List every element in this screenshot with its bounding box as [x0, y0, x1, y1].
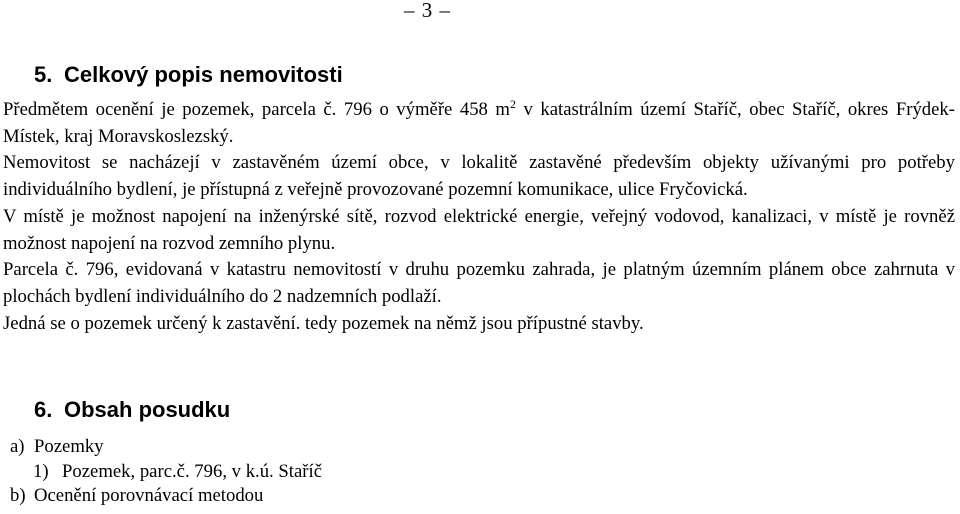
section-heading-5	[34, 62, 343, 88]
list-marker: 1)	[33, 460, 49, 482]
paragraph-text: Předmětem ocenění je pozemek, parcela č. 796 o výměře 458 m	[3, 99, 510, 120]
paragraph-utilities: V místě je možnost napojení na inženýrské sítě, rozvod elektrické energie, veřejný vodovod, kanalizaci, v místě je rovněž možnost napojení na rozvod zemního plynu.	[3, 205, 955, 254]
list-marker: b)	[10, 485, 26, 506]
description-body	[3, 97, 955, 337]
list-item-label: Pozemek, parc.č. 796, v k.ú. Staříč	[62, 460, 322, 482]
paragraph-zoning: Parcela č. 796, evidovaná v katastru nemovitostí v druhu pozemku zahrada, je platným územním plánem obce zahrnuta v plochách bydlení individuálního do 2 nadzemních podlaží.	[3, 259, 955, 307]
paragraph-text: v katastrálním území Staříč, obec Staříč, okres Frýdek-Místek, kraj Moravskoslezský.	[3, 99, 955, 147]
paragraph-location: Nemovitost se nacházejí v zastavěném území obce, v lokalitě zastavěné především objekty užívanými pro potřeby individuálního bydlení, je přístupná z veřejně provozované pozemní komunikace, ulice Fryčovická.	[3, 152, 955, 201]
paragraph-buildable: Jedná se o pozemek určený k zastavění. tedy pozemek na němž jsou přípustné stavby.	[3, 312, 644, 334]
section-title: Obsah posudku	[64, 397, 231, 422]
page-number: – 3 –	[404, 0, 451, 22]
list-item-label: Ocenění porovnávací metodou	[34, 485, 264, 506]
section-number: 6.	[34, 397, 53, 422]
section-title: Celkový popis nemovitosti	[64, 62, 343, 87]
section-number: 5.	[34, 62, 53, 87]
list-marker: a)	[10, 436, 25, 457]
list-item	[10, 460, 322, 485]
list-item	[10, 484, 322, 509]
paragraph-subject	[3, 97, 955, 150]
section-heading-6	[34, 397, 230, 423]
contents-list	[10, 435, 322, 509]
superscript-exponent: 2	[509, 97, 516, 111]
list-item-label: Pozemky	[34, 436, 104, 457]
list-item	[10, 435, 322, 460]
